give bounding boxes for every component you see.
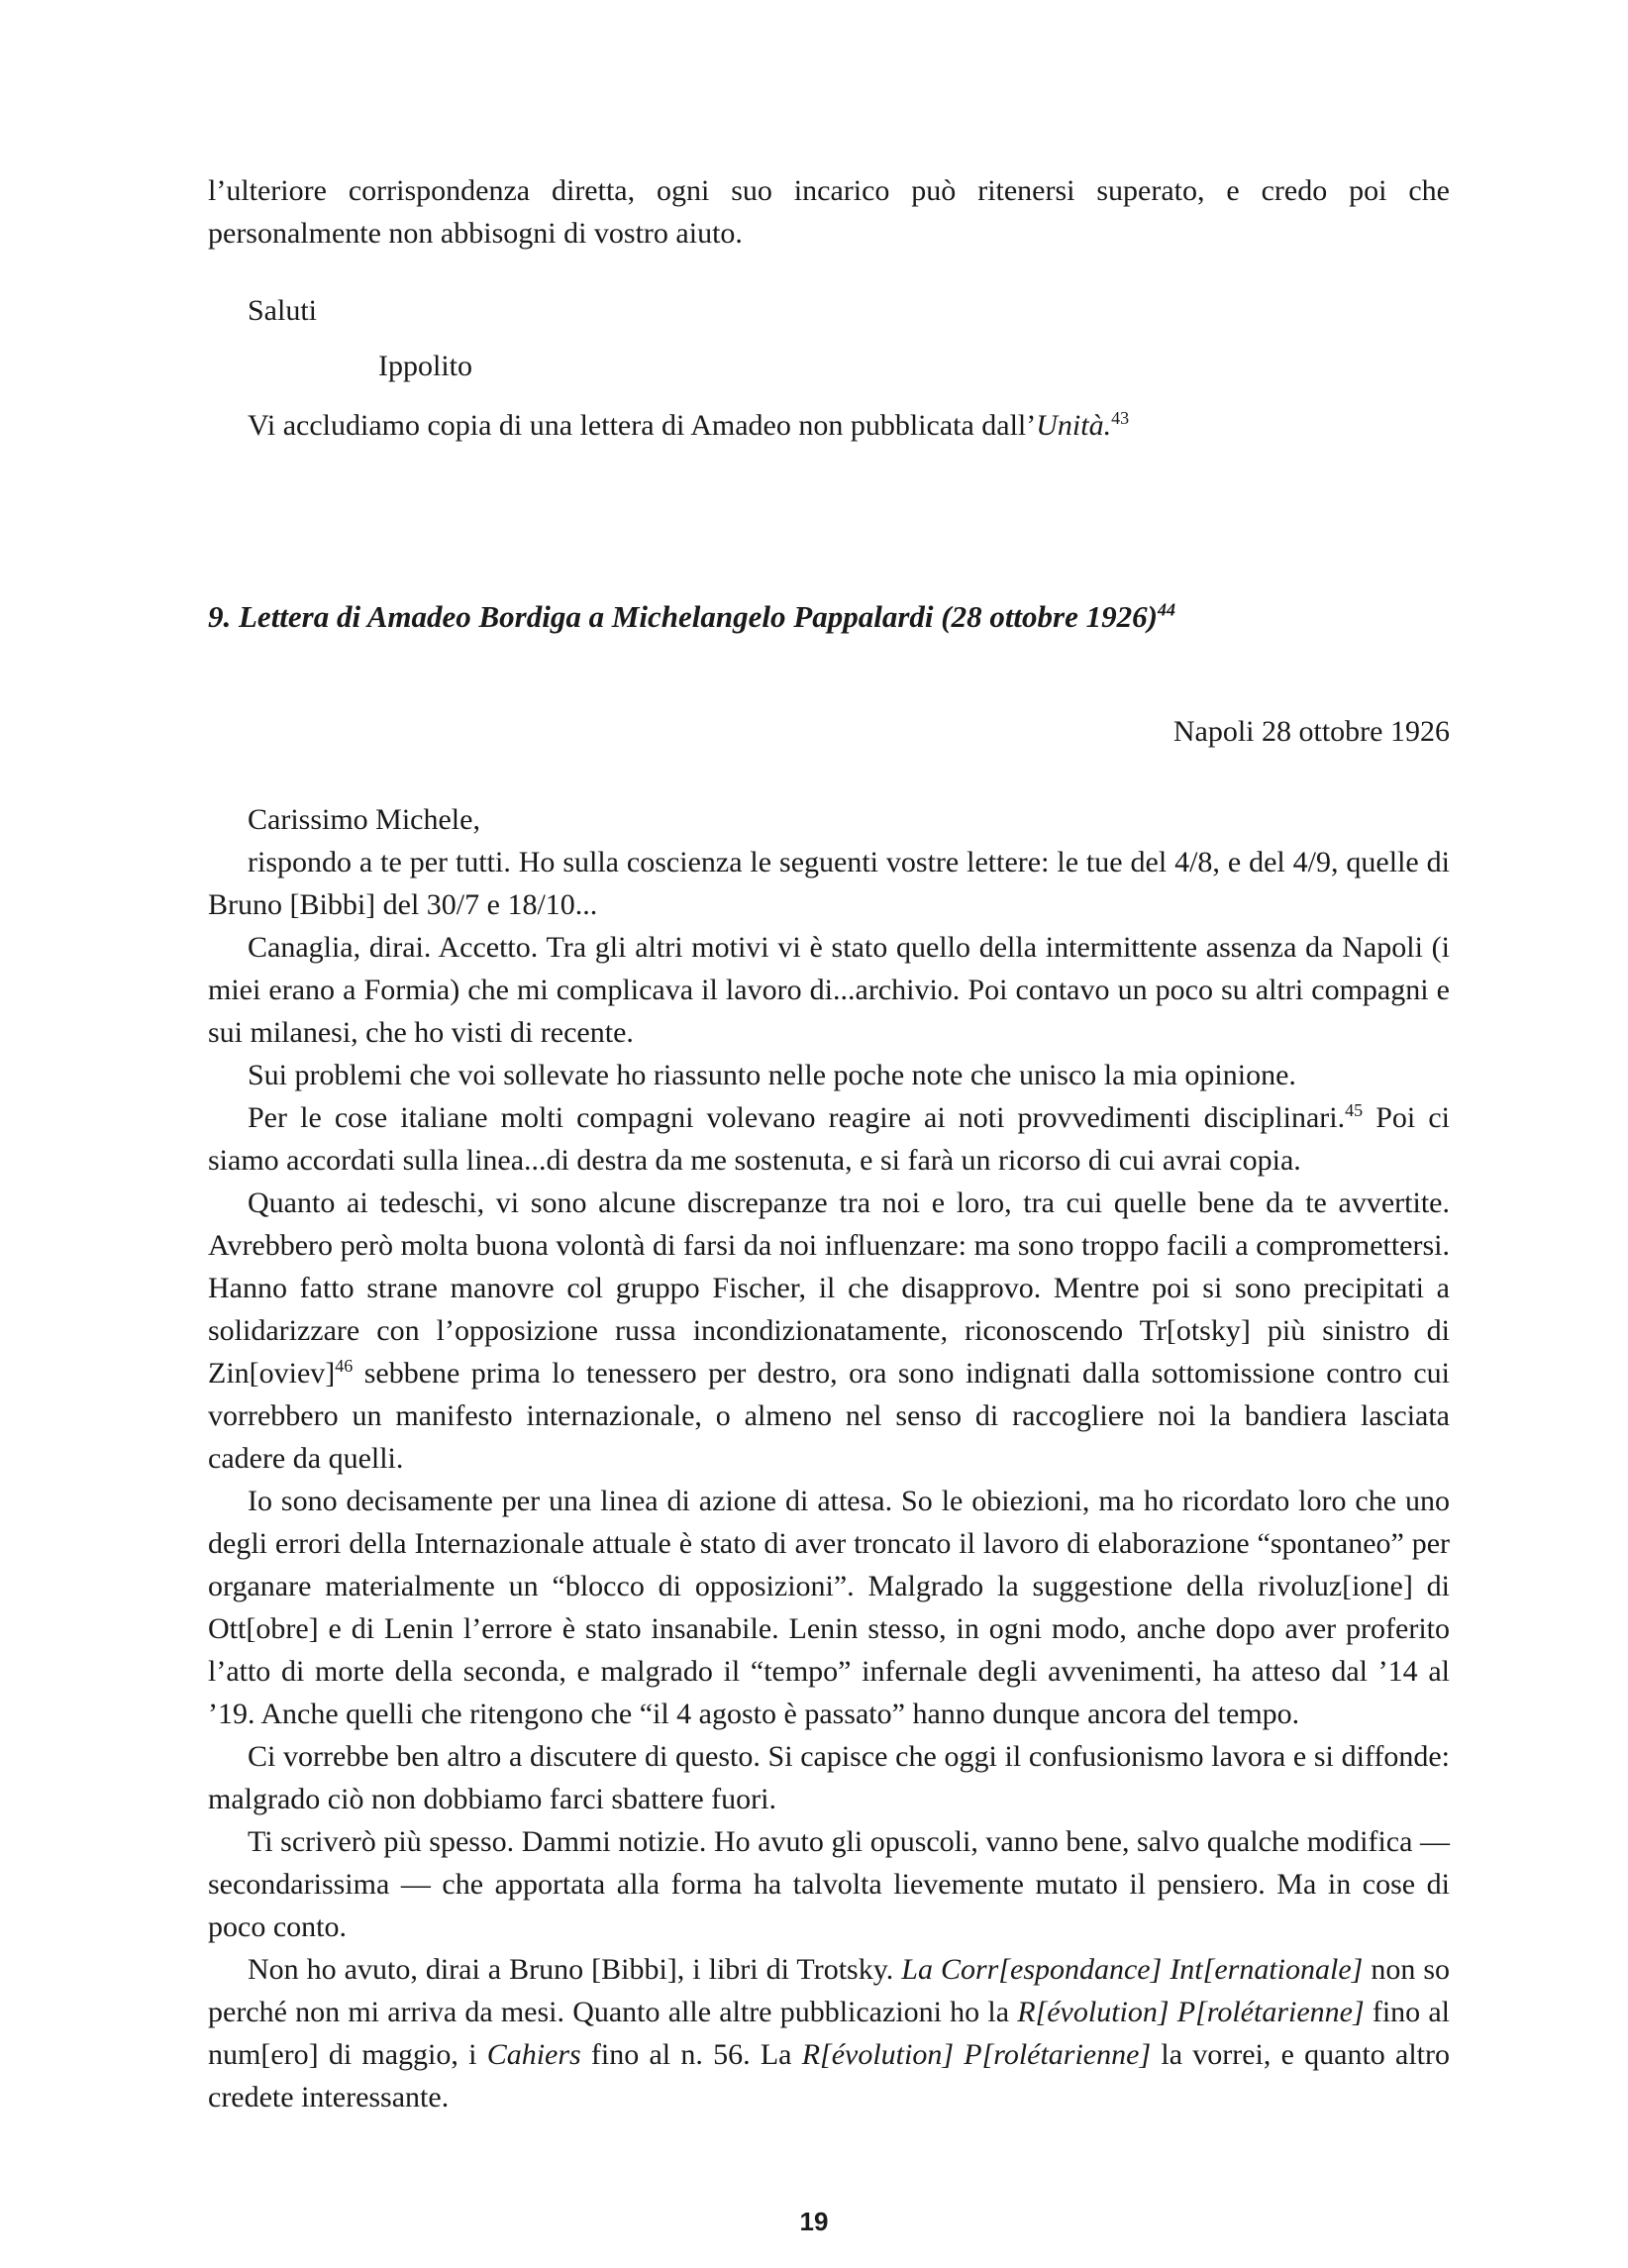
letter-body (208, 798, 1450, 2118)
letter-paragraph-5-text-b: sebbene prima lo tenessero per destro, ora sono indignati dalla sottomissione contro cui vorrebbero un manifesto internazionale, o almeno nel senso di raccogliere noi la bandiera lasciata cadere da quelli. (208, 1357, 1450, 1475)
p9-text-9: R (801, 2038, 821, 2071)
enclosure-note-italic: Unità. (1036, 409, 1112, 442)
p9-italic-5: [évolution] (1035, 1996, 1170, 2028)
footnote-ref-45: 45 (1345, 1100, 1364, 1120)
letter-paragraph-4-text-a: Per le cose italiane molti compagni volevano reagire ai noti provvedimenti disciplinari. (248, 1101, 1346, 1134)
section-heading (208, 599, 1175, 635)
letter-paragraph-8: Ti scriverò più spesso. Dammi notizie. Ho avuto gli opuscoli, vanno bene, salvo qualche modifica — secondarissima — che apportata alla forma ha talvolta lievemente mutato il pensiero. Ma in cose di poco conto. (208, 1825, 1450, 1943)
p9-text-11: la vorrei, e quanto altro credete interessante. (208, 2038, 1450, 2113)
letter-paragraph-3: Sui problemi che voi sollevate ho riassunto nelle poche note che unisco la mia opinione. (248, 1059, 1296, 1091)
letter-paragraph-6: Io sono decisamente per una linea di azione di attesa. So le obiezioni, ma ho ricordato loro che uno degli errori della Internazionale attuale è stato di aver troncato il lavoro di elaborazione “spontaneo” per organare materialmente un “blocco di opposizioni”. Malgrado la suggestione della rivoluz[ione] di Ott[obre] e di Lenin l’errore è stato insanabile. Lenin stesso, in ogni modo, anche dopo aver proferito l’atto di morte della seconda, e malgrado il “tempo” infernale degli avvenimenti, ha atteso dal ’14 al ’19. Anche quelli che ritengono che “il 4 agosto è passato” hanno dunque ancora del tempo. (208, 1485, 1450, 1730)
letter-paragraph-2: Canaglia, dirai. Accetto. Tra gli altri motivi vi è stato quello della intermittente assenza da Napoli (i miei erano a Formia) che mi complicava il lavoro di...archivio. Poi contavo un poco su altri compagni e sui milanesi, che ho visti di recente. (208, 931, 1450, 1049)
enclosure-note-text: Vi accludiamo copia di una lettera di Amadeo non pubblicata dall’ (248, 409, 1037, 442)
letter-paragraph-1: rispondo a te per tutti. Ho sulla coscienza le seguenti vostre lettere: le tue del 4/8, e del 4/9, quelle di Bruno [Bibbi] del 30/7 e 18/10... (208, 846, 1450, 921)
letter-paragraph-9 (208, 1948, 1450, 2118)
p9-italic-7: Cahiers (486, 2038, 581, 2071)
footnote-ref-44: 44 (1157, 599, 1175, 620)
letter-salutation: Carissimo Michele, (248, 803, 480, 836)
p9-text-6: P (1169, 1996, 1196, 2028)
p9-italic-1: La (901, 1953, 933, 1986)
footnote-ref-43: 43 (1111, 408, 1130, 428)
enclosure-note (248, 404, 1489, 447)
letter-date: Napoli 28 ottobre 1926 (1172, 715, 1450, 748)
p9-text-10: P (954, 2038, 982, 2071)
p9-text-4: non so perché non mi arriva da mesi. Quanto alle altre pubblicazioni ho la (208, 1953, 1451, 2028)
p9-text-3: Int (1162, 1953, 1203, 1986)
p9-italic-3: [ernationale] (1202, 1953, 1364, 1986)
p9-italic-9: [évolution] (820, 2038, 955, 2071)
footnote-ref-46: 46 (335, 1356, 354, 1376)
p9-text-8: fino al n. 56. La (580, 2038, 802, 2071)
p9-text-2: Corr (932, 1953, 999, 1986)
p9-text-1: Non ho avuto, dirai a Bruno [Bibbi], i libri di Trotsky. (248, 1953, 902, 1986)
continuation-paragraph: l’ulteriore corrispondenza diretta, ogni suo incarico può ritenersi superato, e credo poi che personalmente non abbisogni di vostro aiuto. (208, 174, 1450, 250)
p9-text-5: R (1017, 1996, 1036, 2028)
page-number: 19 (799, 2207, 829, 2236)
closing-salutation: Saluti (248, 294, 318, 327)
p9-text-7: fino al num[ero] di maggio, i (208, 1996, 1451, 2071)
signature: Ippolito (378, 350, 472, 382)
p9-italic-2: [espondance] (998, 1953, 1163, 1986)
section-heading-text: 9. Lettera di Amadeo Bordiga a Michelangelo Pappalardi (28 ottobre 1926) (208, 599, 1158, 634)
p9-italic-6: [rolétarienne] (1195, 1996, 1365, 2028)
letter-paragraph-7: Ci vorrebbe ben altro a discutere di questo. Si capisce che oggi il confusionismo lavora e si diffonde: malgrado ciò non dobbiamo farci sbattere fuori. (208, 1740, 1450, 1815)
letter-paragraph-4 (208, 1096, 1450, 1182)
letter-paragraph-4-text-b: Poi ci siamo accordati sulla linea...di destra da me sostenuta, e si farà un ricorso di cui avrai copia. (208, 1101, 1451, 1177)
p9-italic-10: [rolétarienne] (981, 2038, 1152, 2071)
letter-paragraph-5 (208, 1182, 1450, 1480)
letter-paragraph-5-text-a: Quanto ai tedeschi, vi sono alcune discrepanze tra noi e loro, tra cui quelle bene da te avvertite. Avrebbero però molta buona volontà di farsi da noi influenzare: ma sono troppo facili a compromettersi. Hanno fatto strane manovre col gruppo Fischer, il che disapprovo. Mentre poi si sono precipitati a solidarizzare con l’opposizione russa incondizionatamente, riconoscendo Tr[otsky] più sinistro di Zin[oviev] (208, 1186, 1450, 1390)
